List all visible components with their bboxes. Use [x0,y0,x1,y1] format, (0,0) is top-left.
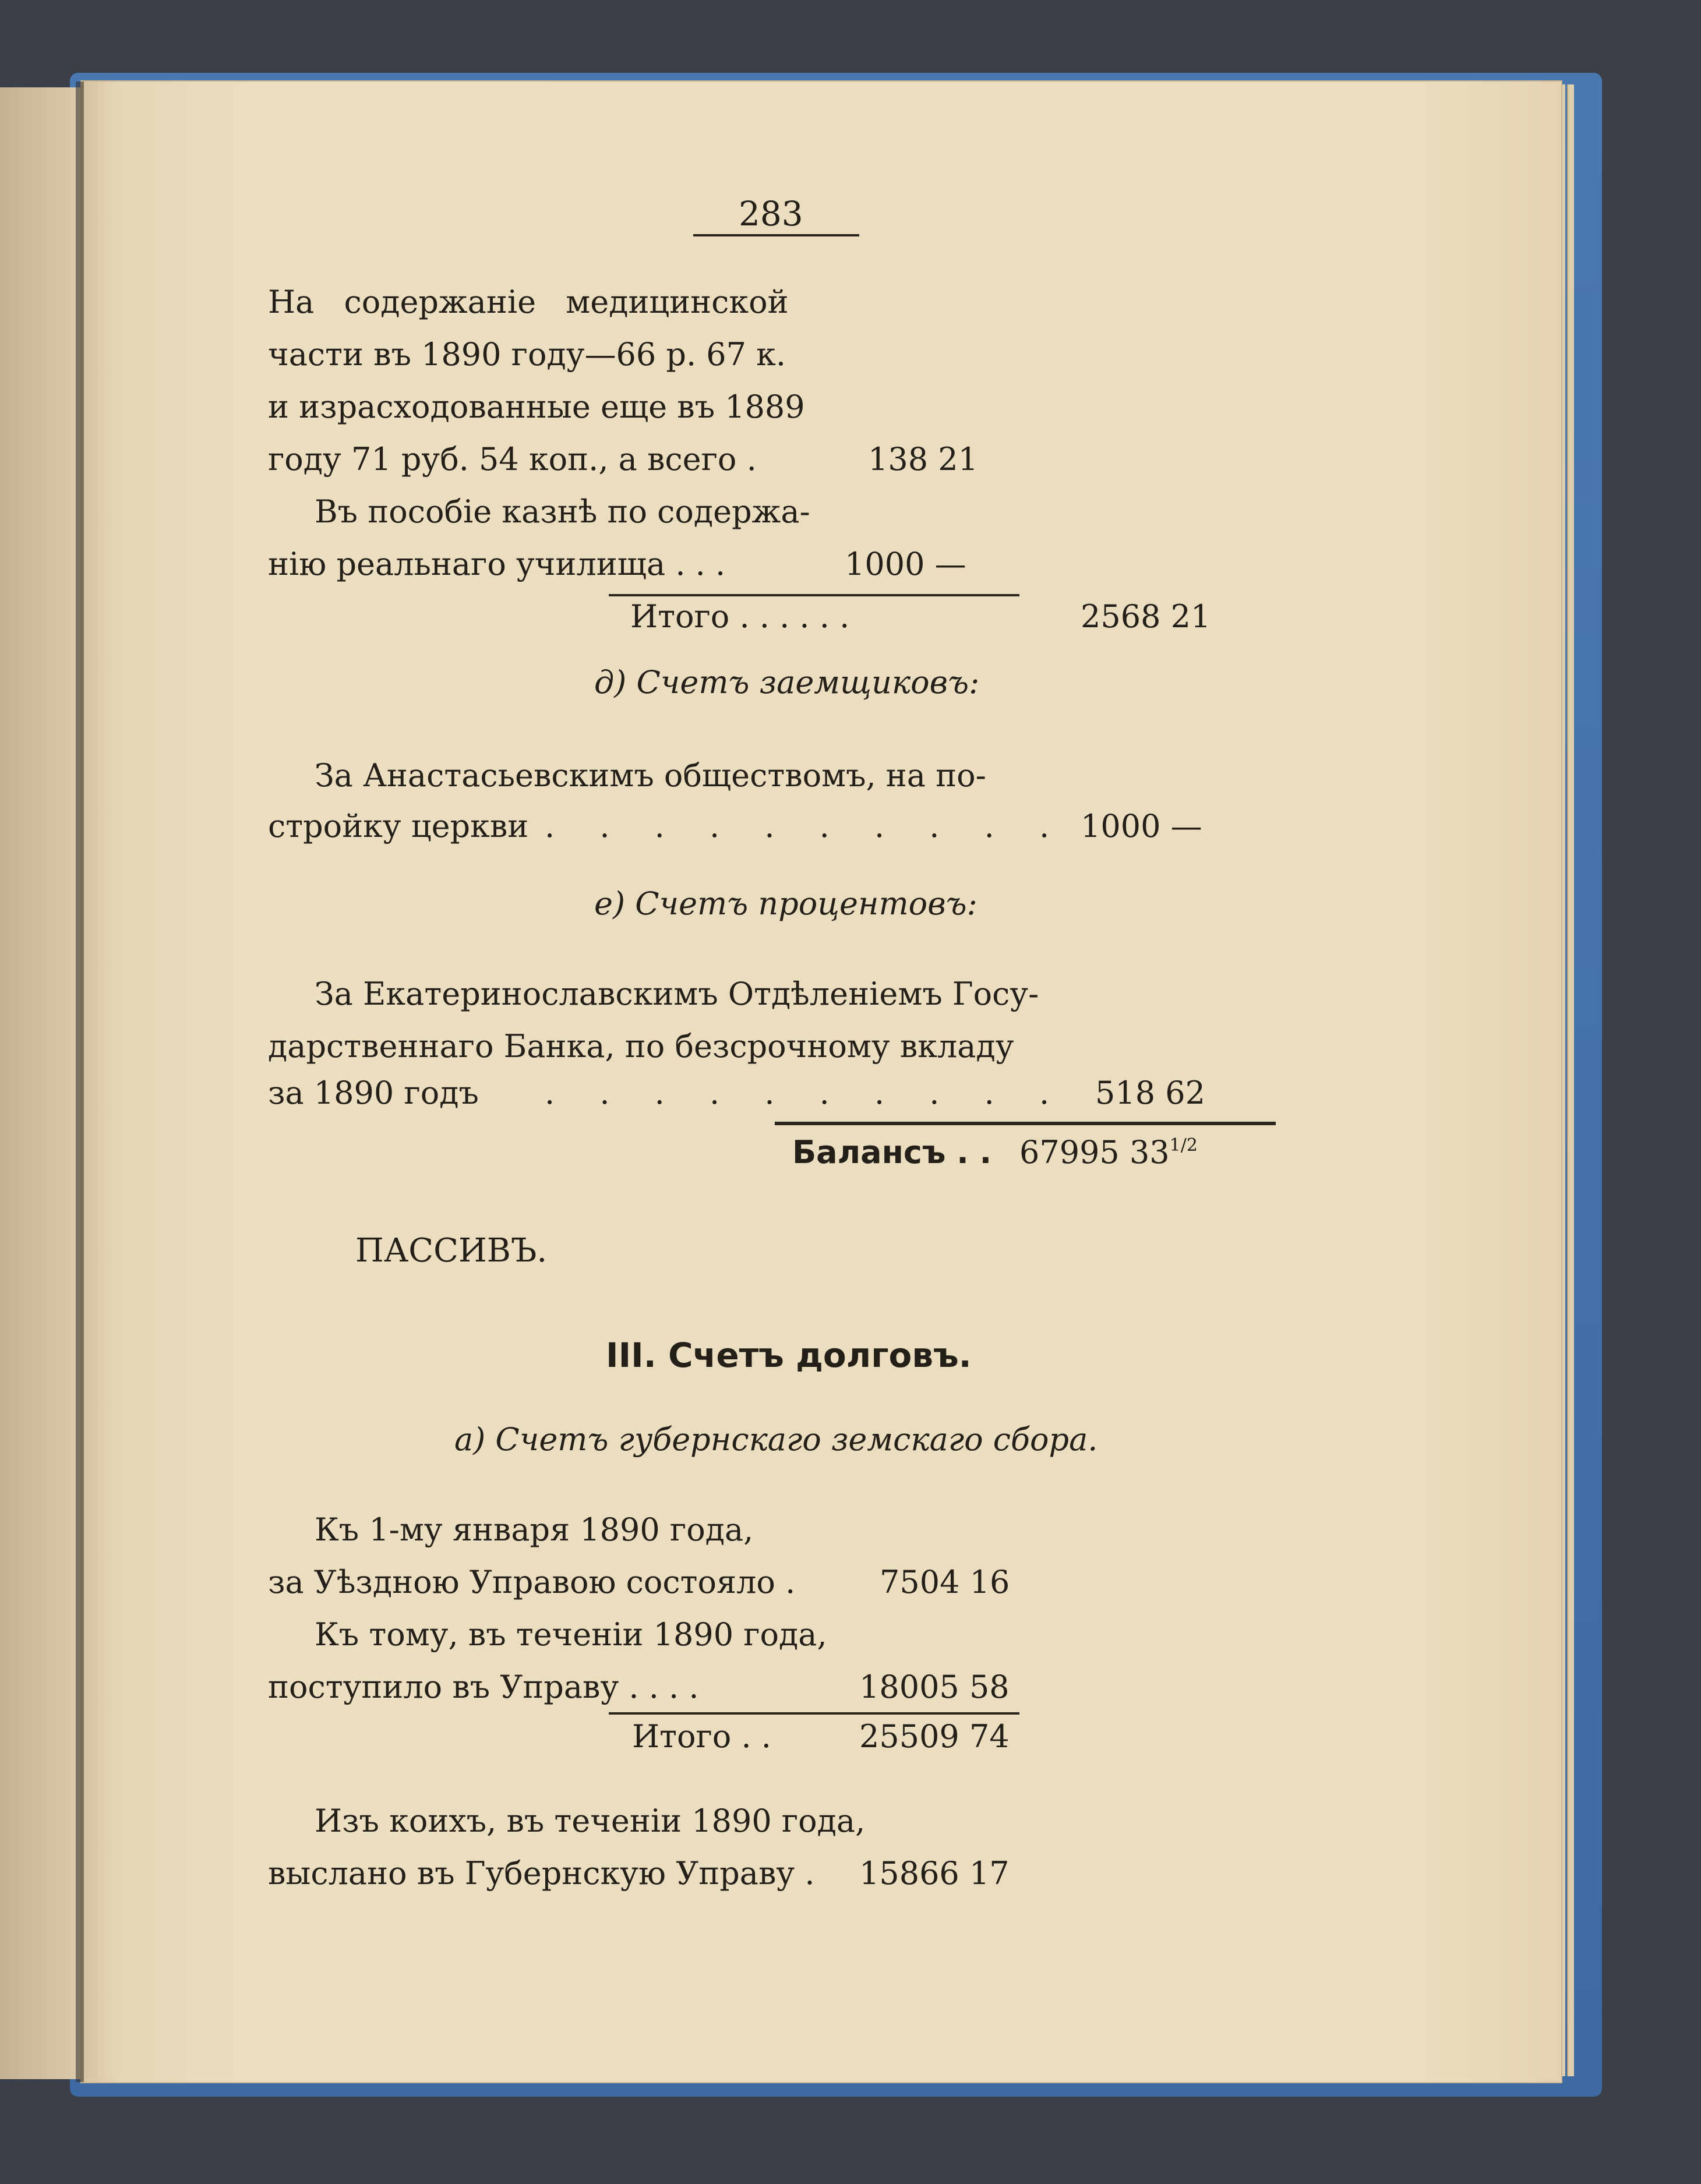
text-line: Къ тому, въ теченіи 1890 года, [315,1616,827,1653]
page-edge [1567,84,1574,2076]
section-heading: III. Счетъ долговъ. [606,1335,972,1375]
subsection-heading: а) Счетъ губернскаго земскаго сбора. [454,1421,1098,1458]
dot-leader: . . . . . . . . . . [545,808,1067,844]
book-gutter [76,82,84,2082]
amount: 15866 17 [859,1855,1010,1892]
text-line: за Уѣздною Управою состояло . [268,1564,796,1600]
subsection-heading: д) Счетъ заемщиковъ: [594,664,980,701]
text-line: нію реальнаго училища . . . [268,546,726,582]
total-label: Итого . . [632,1718,771,1755]
amount: 18005 58 [859,1669,1010,1705]
total-amount: 25509 74 [859,1718,1010,1755]
sum-rule [609,1712,1019,1715]
text-line: За Анастасьевскимъ обществомъ, на по- [315,757,986,794]
text-line: стройку церкви [268,808,529,844]
sum-rule [609,594,1019,596]
dot-leader: . . . . . . . . . . [545,1075,1067,1111]
text-line: поступило въ Управу . . . . [268,1669,699,1705]
text-line: Въ пособіе казнѣ по содержа- [315,493,810,530]
page-number: 283 [739,194,803,234]
text-line: выслано въ Губернскую Управу . [268,1855,815,1892]
text-line: Изъ коихъ, въ теченіи 1890 года, [315,1803,866,1839]
balance-amount [1019,1134,1198,1171]
text-line: части въ 1890 году—66 р. 67 к. [268,336,786,373]
balance-rule [775,1122,1276,1125]
amount: 138 21 [868,441,978,478]
subsection-heading: е) Счетъ процентовъ: [594,885,977,922]
text-line: году 71 руб. 54 коп., а всего . [268,441,757,478]
text-line: За Екатеринославскимъ Отдѣленіемъ Госу- [315,976,1039,1012]
total-label: Итого . . . . . . [630,598,850,635]
text-line: и израсходованные еще въ 1889 [268,388,805,425]
page-number-rule [693,234,859,236]
amount: 1000 — [1081,808,1202,844]
amount: 1000 — [845,546,966,582]
previous-page [0,87,82,2079]
amount: 7504 16 [880,1564,1010,1600]
amount: 518 62 [1095,1075,1205,1111]
text-line: На содержаніе медицинской [268,284,789,320]
text-line: за 1890 годъ [268,1075,479,1111]
balance-value: 67995 33 [1019,1134,1170,1171]
total-amount: 2568 21 [1081,598,1211,635]
text-line: дарственнаго Банка, по безсрочному вкладу [268,1028,1014,1065]
balance-fraction: 1/2 [1169,1135,1198,1155]
text-line: Къ 1-му января 1890 года, [315,1511,754,1548]
passive-heading: ПАССИВЪ. [355,1232,548,1270]
balance-label: Балансъ . . [792,1134,992,1171]
